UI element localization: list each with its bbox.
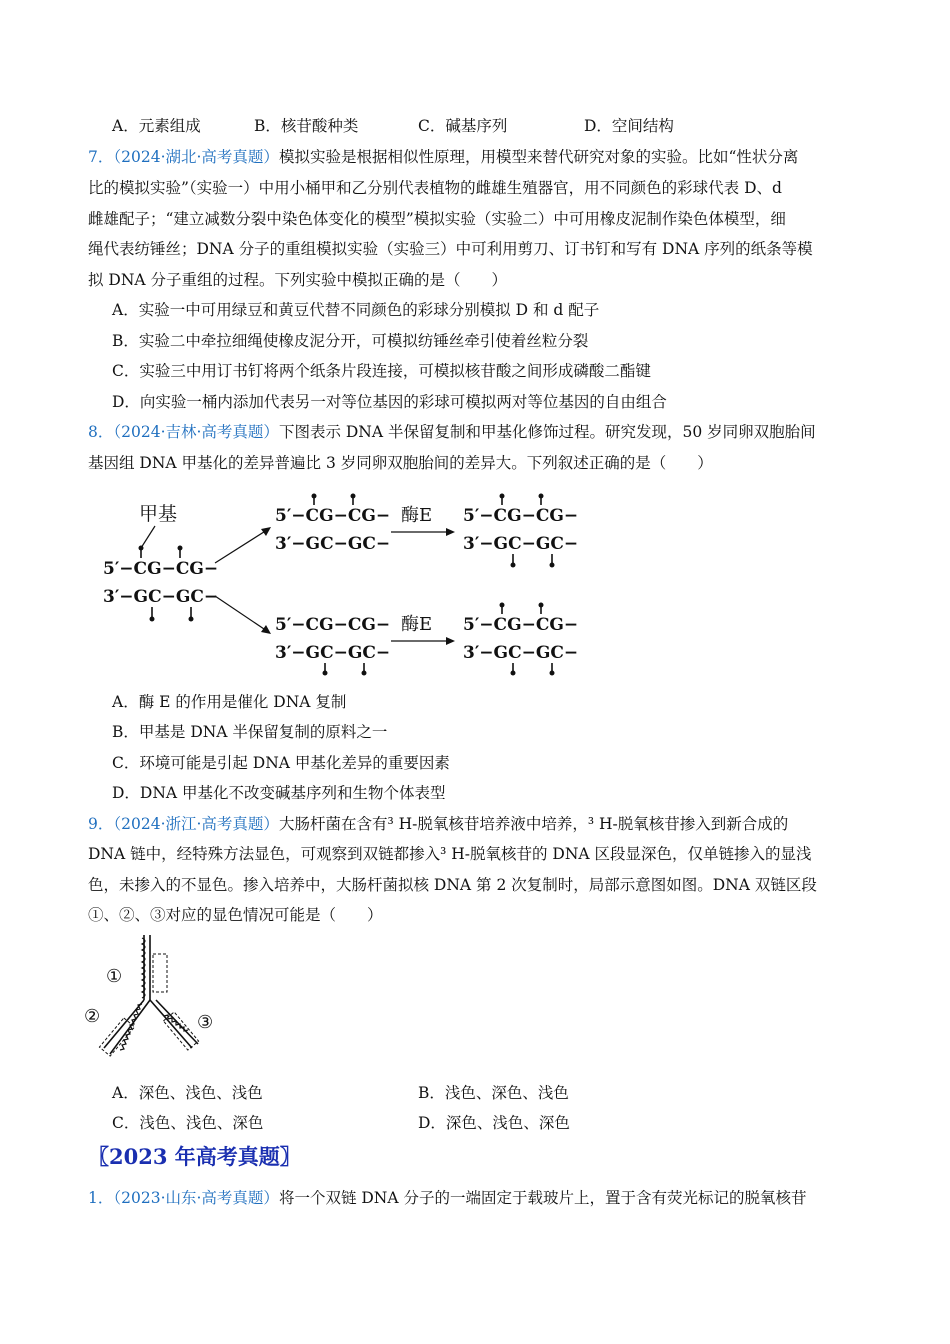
left-strand-3: 3′−GC−GC− (103, 587, 219, 607)
q9-number: 9． (88, 815, 114, 833)
label-2: ② (84, 1006, 101, 1027)
q9-stem-line-1 (88, 814, 788, 834)
q1-stem-line-1 (88, 1188, 806, 1208)
q8-option-b: B．甲基是 DNA 半保留复制的原料之一 (112, 723, 388, 741)
q1-source: （2023·山东·高考真题） (113, 1189, 279, 1207)
q9-option-d: D．深色、浅色、深色 (418, 1114, 570, 1132)
q8-source: （2024·吉林·高考真题） (113, 423, 279, 441)
q8-stem-line-2: 基因组 DNA 甲基化的差异普遍比 3 岁同卵双胞胎间的差异大。下列叙述正确的是（ ） (88, 454, 713, 472)
q9-stem-line-2: DNA 链中，经特殊方法显色，可观察到双链都掺入³ H-脱氧核苷的 DNA 区段显深色，仅单链掺入的显浅 (88, 845, 812, 863)
methyl-label: 甲基 (139, 503, 178, 525)
q7-stem-line-3: 雌雄配子；“建立减数分裂中染色体变化的模型”模拟实验（实验二）中可用橡皮泥制作染色体模型，细 (88, 210, 786, 228)
q8-methylation-diagram (95, 488, 595, 678)
q7-stem-line-4: 绳代表纺锤丝；DNA 分子的重组模拟实验（实验三）中可利用剪刀、订书钉和写有 DNA 序列的纸条等模 (88, 240, 813, 258)
section-title: 〖2023 年高考真题〗 (88, 1144, 301, 1169)
left-strand-5: 5′−CG−CG− (103, 559, 219, 579)
q7-option-c: C．实验三中用订书钉将两个纸条片段连接，可模拟核苷酸之间形成磷酸二酯键 (112, 362, 651, 380)
q6-option-d: D．空间结构 (584, 117, 674, 135)
q9-option-b: B．浅色、深色、浅色 (418, 1084, 569, 1102)
bottom-right-strand-3: 3′−GC−GC− (463, 643, 579, 663)
q8-option-a: A．酶 E 的作用是催化 DNA 复制 (112, 693, 347, 711)
q9-option-a: A．深色、浅色、浅色 (112, 1084, 263, 1102)
q6-option-b: B．核苷酸种类 (254, 117, 359, 135)
q7-source: （2024·湖北·高考真题） (113, 148, 279, 166)
q7-number: 7． (88, 148, 114, 166)
q9-stem-line-4: ①、②、③对应的显色情况可能是（ ） (88, 906, 383, 924)
bottom-mid-strand-3: 3′−GC−GC− (275, 643, 391, 663)
q9-text-1: 大肠杆菌在含有³ H-脱氧核苷培养液中培养，³ H-脱氧核苷掺入到新合成的 (278, 815, 789, 833)
q6-option-c: C．碱基序列 (418, 117, 508, 135)
q6-option-a: A．元素组成 (112, 117, 201, 135)
top-mid-strand-3: 3′−GC−GC− (275, 534, 391, 554)
q1-text-1: 将一个双链 DNA 分子的一端固定于载玻片上，置于含有荧光标记的脱氧核苷 (278, 1189, 807, 1207)
label-3: ③ (197, 1012, 214, 1033)
q8-option-d: D．DNA 甲基化不改变碱基序列和生物个体表型 (112, 784, 446, 802)
q9-option-c: C．浅色、浅色、深色 (112, 1114, 264, 1132)
top-right-strand-3: 3′−GC−GC− (463, 534, 579, 554)
q7-option-d: D．向实验一桶内添加代表另一对等位基因的彩球可模拟两对等位基因的自由组合 (112, 393, 667, 411)
q7-text-1: 模拟实验是根据相似性原理，用模型来替代研究对象的实验。比如“性状分离 (278, 148, 799, 166)
q9-replication-fork-diagram (80, 930, 230, 1065)
q8-stem-line-1 (88, 422, 816, 442)
q9-source: （2024·浙江·高考真题） (113, 815, 279, 833)
q9-stem-line-3: 色，未掺入的不显色。掺入培养中，大肠杆菌拟核 DNA 第 2 次复制时，局部示意图如图。DNA 双链区段 (88, 876, 817, 894)
q7-option-a: A．实验一中可用绿豆和黄豆代替不同颜色的彩球分别模拟 D 和 d 配子 (112, 301, 600, 319)
q7-stem-line-1 (88, 147, 798, 167)
q1-number: 1． (88, 1189, 114, 1207)
q8-option-c: C．环境可能是引起 DNA 甲基化差异的重要因素 (112, 754, 450, 772)
q7-stem-line-5: 拟 DNA 分子重组的过程。下列实验中模拟正确的是（ ） (88, 271, 508, 289)
bottom-enzyme-label: 酶E (401, 614, 433, 635)
bottom-right-strand-5: 5′−CG−CG− (463, 615, 579, 635)
top-mid-strand-5: 5′−CG−CG− (275, 506, 391, 526)
label-1: ① (106, 966, 123, 987)
q8-number: 8． (88, 423, 114, 441)
top-enzyme-label: 酶E (401, 505, 433, 526)
q7-option-b: B．实验二中牵拉细绳使橡皮泥分开，可模拟纺锤丝牵引使着丝粒分裂 (112, 332, 589, 350)
q7-stem-line-2: 比的模拟实验”（实验一）中用小桶甲和乙分别代表植物的雌雄生殖器官，用不同颜色的彩球代表 D、d (88, 179, 782, 197)
top-right-strand-5: 5′−CG−CG− (463, 506, 579, 526)
q8-text-1: 下图表示 DNA 半保留复制和甲基化修饰过程。研究发现，50 岁同卵双胞胎间 (278, 423, 816, 441)
bottom-mid-strand-5: 5′−CG−CG− (275, 615, 391, 635)
